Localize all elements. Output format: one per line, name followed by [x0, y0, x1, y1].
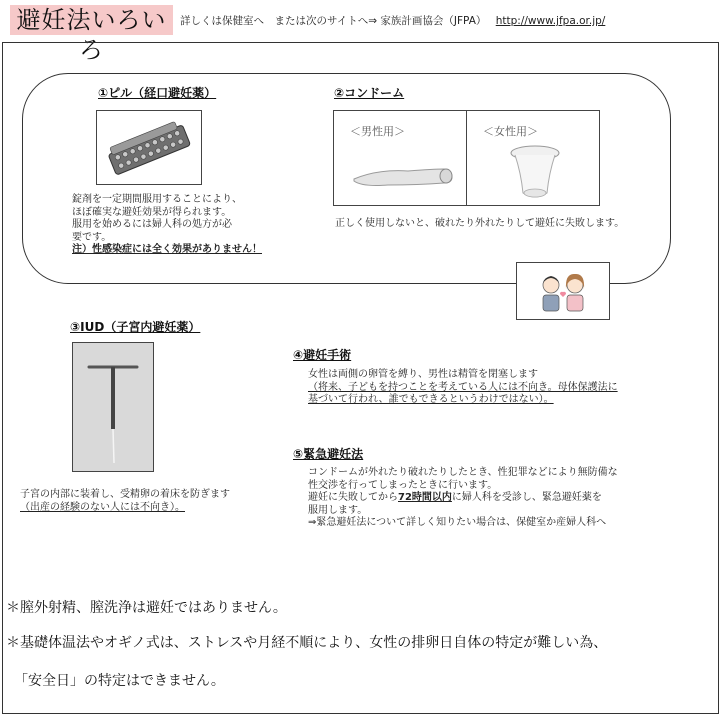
jfpa-link[interactable]: http://www.jfpa.or.jp/: [495, 15, 606, 27]
emergency-description: [308, 467, 618, 530]
pill-line-1: 錠剤を一定期間服用することにより、: [72, 194, 242, 205]
iud-image: [72, 342, 154, 472]
pill-description: [72, 194, 262, 257]
iud-description: [20, 489, 230, 514]
iud-note: （出産の経験のない人には不向き）。: [20, 501, 185, 513]
header-note: [180, 13, 605, 28]
pill-title: ①ピル（経口避妊薬）: [98, 86, 217, 100]
pill-line-2: ほぼ確実な避妊効果が得られます。: [72, 206, 232, 218]
couple-icon: [517, 263, 609, 319]
male-label: ＜男性用＞: [350, 125, 405, 138]
pill-pack-icon: [97, 111, 201, 184]
iud-title: ③IUD（子宮内避妊薬）: [70, 320, 201, 334]
pill-image: [96, 110, 202, 185]
emergency-title: ⑤緊急避妊法: [293, 447, 364, 461]
page-title: 避妊法いろいろ: [10, 5, 173, 35]
emergency-line-3: [308, 492, 618, 505]
note-rhythm: ＊基礎体温法やオギノ式は、ストレスや月経不順により、女性の排卵日自体の特定が難しい為、: [6, 635, 608, 651]
female-label: ＜女性用＞: [483, 125, 538, 138]
male-condom-box: [333, 110, 467, 206]
couple-image: [516, 262, 610, 320]
female-condom-box: [466, 110, 600, 206]
iud-text: 子宮の内部に装着し、受精卵の着床を防ぎます: [20, 489, 230, 500]
condom-text: 正しく使用しないと、破れたり外れたりして避妊に失敗します。: [335, 218, 625, 229]
sterilization-line-1: 女性は両側の卵管を縛り、男性は精管を閉塞します: [308, 369, 538, 380]
note-withdrawal: ＊膣外射精、膣洗浄は避妊ではありません。: [6, 600, 287, 616]
pill-line-4: 要です。: [72, 231, 112, 243]
emergency-72h: 72時間以内: [398, 492, 452, 503]
iud-icon: [73, 343, 153, 471]
emergency-line-5: ⇒緊急避妊法について詳しく知りたい場合は、保健室か産婦人科へ: [308, 517, 607, 528]
emergency-line-1: コンドームが外れたり破れたりしたとき、性犯罪などにより無防備な: [308, 467, 618, 478]
pill-warning: 注）性感染症には全く効果がありません！: [72, 244, 262, 255]
condom-title: ②コンドーム: [334, 86, 405, 100]
emergency-line-2: 性交渉を行ってしまったときに行います。: [308, 479, 498, 491]
header-note-text: 詳しくは保健室へ または次のサイトへ⇒ 家族計画協会（JFPA）: [180, 15, 487, 27]
sterilization-line-2: （将来、子どもを持つことを考えている人には不向き。母体保護法に: [308, 381, 618, 393]
sterilization-line-3: 基づいて行われ、誰でもできるというわけではない）。: [308, 394, 554, 405]
emergency-line-3-post: に婦人科を受診し、緊急避妊薬を: [451, 492, 602, 503]
male-condom-icon: [348, 155, 458, 191]
note-safe-day: 「安全日」の特定はできません。: [14, 673, 225, 689]
sterilization-description: [308, 369, 618, 407]
sterilization-title: ④避妊手術: [293, 348, 352, 362]
pill-line-3: 服用を始めるには婦人科の処方が必: [72, 219, 232, 230]
emergency-line-3-pre: 避妊に失敗してから: [308, 492, 398, 503]
emergency-line-4: 服用します。: [308, 504, 368, 516]
female-condom-icon: [505, 143, 565, 203]
